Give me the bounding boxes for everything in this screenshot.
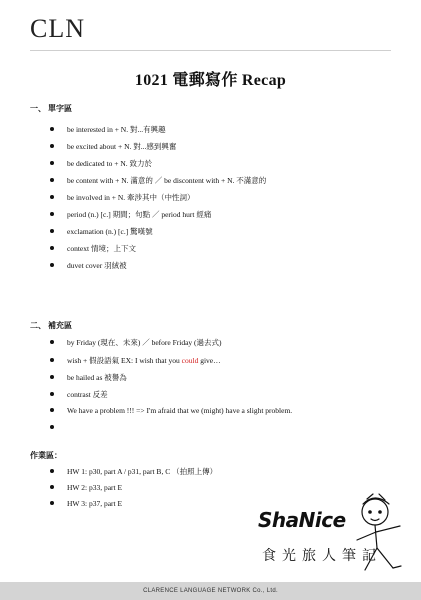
list-item: be interested in + N. 對...有興趣 bbox=[50, 124, 166, 135]
list-item: HW 2: p33, part E bbox=[50, 483, 122, 492]
list-item: HW 1: p30, part A / p31, part B, C （拍照上傳） bbox=[50, 466, 217, 477]
footer-bar: CLARENCE LANGUAGE NETWORK Co., Ltd. bbox=[0, 582, 421, 600]
list-item: period (n.) [c.] 期間；句點 ／ period hurt 經痛 bbox=[50, 209, 211, 220]
bullet-icon bbox=[50, 425, 54, 429]
list-item: be hailed as 被譽為 bbox=[50, 372, 127, 383]
header-divider bbox=[30, 50, 391, 51]
bullet-icon bbox=[50, 485, 54, 489]
bullet-icon bbox=[50, 195, 54, 199]
list-item: We have a problem !!! => I'm afraid that we (might) have a slight problem. bbox=[50, 406, 292, 415]
list-item: contrast 反差 bbox=[50, 389, 108, 400]
bullet-icon bbox=[50, 229, 54, 233]
list-item: be excited about + N. 對...感到興奮 bbox=[50, 141, 176, 152]
bullet-icon bbox=[50, 161, 54, 165]
signature-latin: ShaNice bbox=[258, 508, 346, 532]
bullet-icon bbox=[50, 392, 54, 396]
bullet-icon bbox=[50, 358, 54, 362]
section-heading-vocabulary: 一、 單字區 bbox=[30, 104, 72, 113]
list-item bbox=[50, 423, 67, 432]
bullet-icon bbox=[50, 178, 54, 182]
list-item: HW 3: p37, part E bbox=[50, 499, 122, 508]
bullet-icon bbox=[50, 469, 54, 473]
list-item: context 情境；上下文 bbox=[50, 243, 136, 254]
page-title: 1021 電郵寫作 Recap bbox=[134, 72, 287, 89]
bullet-icon bbox=[50, 408, 54, 412]
company-logo: CLN bbox=[30, 14, 85, 43]
bullet-icon bbox=[50, 340, 54, 344]
list-item: by Friday (現在、未來) ／ before Friday (過去式) bbox=[50, 337, 222, 348]
bullet-icon bbox=[50, 144, 54, 148]
list-item: be involved in + N. 牽涉其中（中性詞） bbox=[50, 192, 195, 203]
highlighted-word: could bbox=[181, 356, 199, 365]
section-heading-supplement: 二、 補充區 bbox=[30, 321, 72, 330]
bullet-icon bbox=[50, 246, 54, 250]
bullet-icon bbox=[50, 501, 54, 505]
list-item: wish + 假設語氣 EX: I wish that you could give… bbox=[50, 355, 221, 366]
list-item: be content with + N. 滿意的 ／ be discontent with + N. 不滿意的 bbox=[50, 175, 266, 186]
list-item: be dedicated to + N. 致力於 bbox=[50, 158, 152, 169]
signature-cjk: 食光旅人筆記 bbox=[262, 548, 382, 564]
list-item: duvet cover 羽絨被 bbox=[50, 260, 127, 271]
bullet-icon bbox=[50, 127, 54, 131]
list-item: exclamation (n.) [c.] 驚嘆號 bbox=[50, 226, 153, 237]
bullet-icon bbox=[50, 263, 54, 267]
doodle-figure-icon bbox=[345, 490, 415, 580]
bullet-icon bbox=[50, 212, 54, 216]
bullet-icon bbox=[50, 375, 54, 379]
section-heading-homework: 作業區： bbox=[30, 451, 62, 460]
